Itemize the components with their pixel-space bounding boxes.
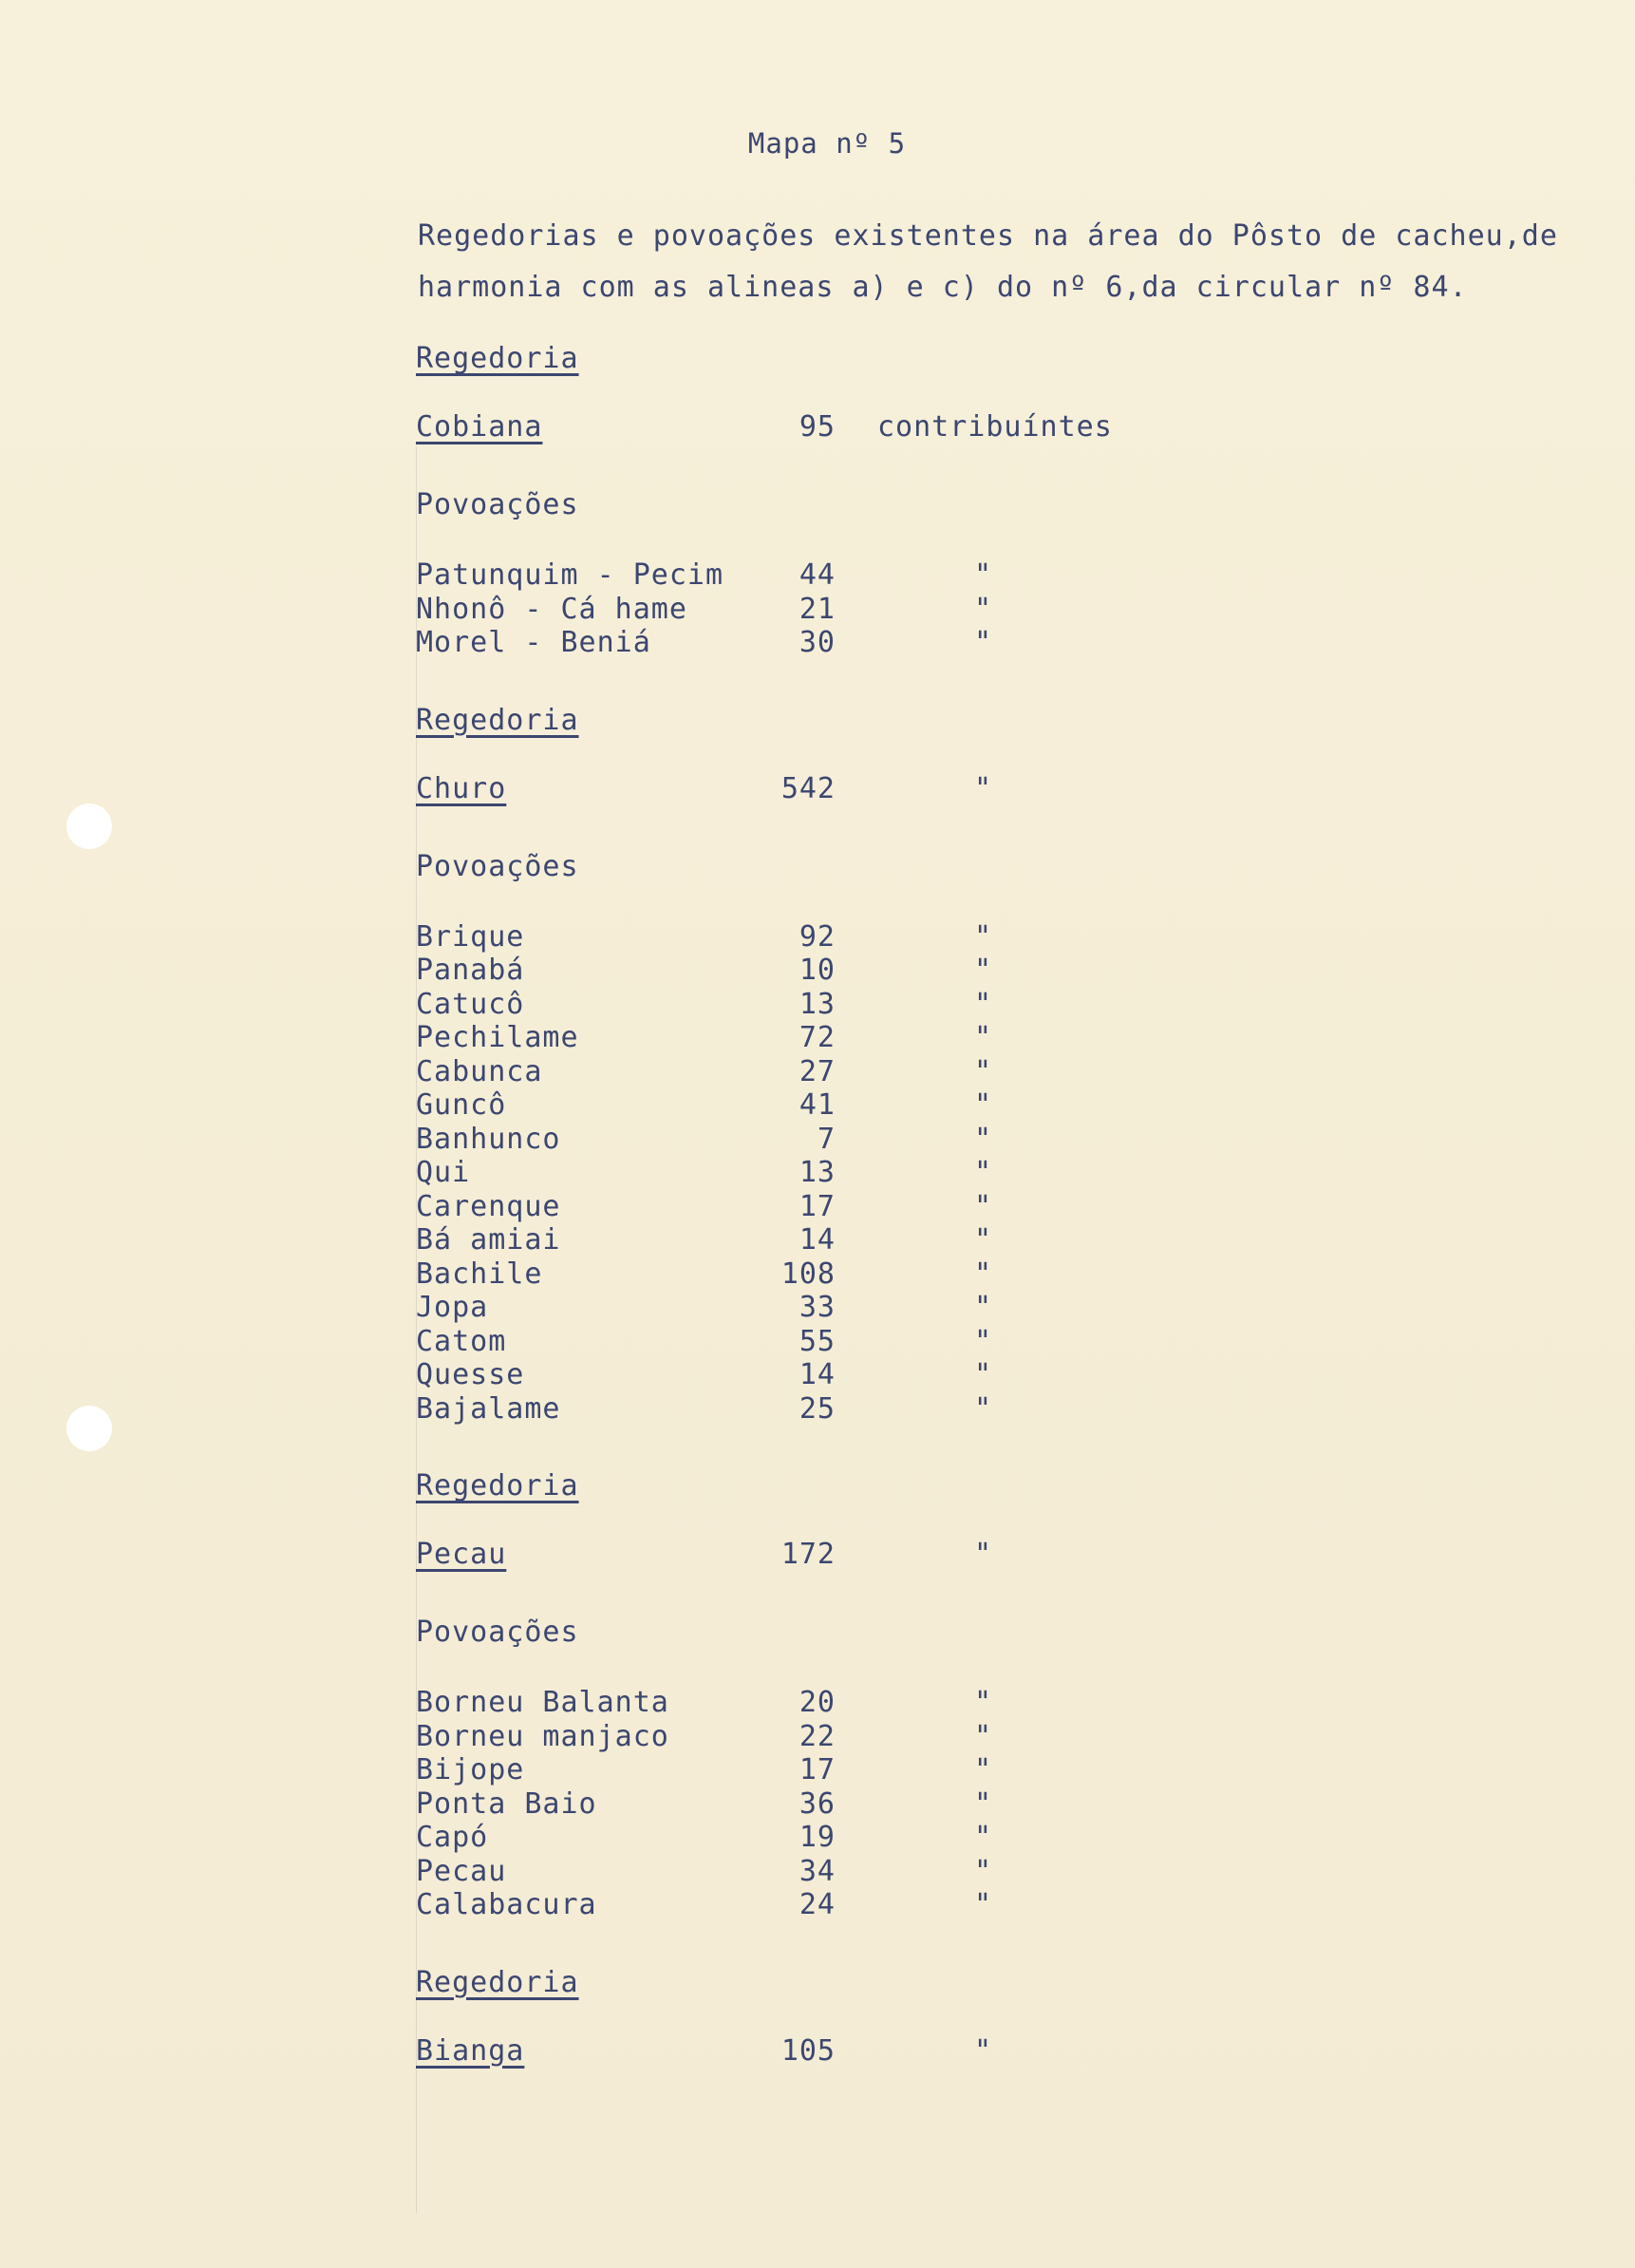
- regedoria-total: 542: [780, 771, 836, 805]
- povoacao-count: 13: [799, 1156, 836, 1189]
- regedoria-heading: Regedoria: [416, 1965, 579, 1999]
- ditto-mark: ": [974, 2033, 993, 2068]
- povoacao-row: [416, 1055, 1574, 1089]
- povoacao-name: Quesse: [416, 1358, 525, 1391]
- regedoria-name: Cobiana: [416, 410, 543, 444]
- povoacao-name: Borneu manjaco: [416, 1719, 669, 1753]
- povoacao-name: Bijope: [416, 1753, 525, 1786]
- povoacao-row: [416, 920, 1574, 954]
- povoacao-count: 33: [799, 1291, 836, 1324]
- regedoria-heading: Regedoria: [416, 1469, 579, 1503]
- document-body: [416, 342, 1574, 2120]
- povoacao-row: [416, 1257, 1574, 1292]
- povoacao-row: [416, 988, 1574, 1022]
- punch-hole: [66, 803, 112, 849]
- povoacao-name: Ponta Baio: [416, 1786, 597, 1821]
- povoacao-name: Qui: [416, 1156, 471, 1189]
- ditto-mark: ": [974, 1088, 993, 1122]
- povoacao-count: 10: [799, 954, 836, 987]
- povoacao-name: Bajalame: [416, 1391, 561, 1426]
- regedoria-section: [416, 1469, 1574, 1922]
- ditto-mark: ": [974, 954, 993, 987]
- ditto-mark: ": [974, 1156, 993, 1189]
- ditto-mark: ": [974, 558, 993, 592]
- povoacao-row: [416, 954, 1574, 988]
- povoacao-count: 24: [799, 1888, 836, 1921]
- povoacao-name: Bá amiai: [416, 1223, 561, 1257]
- regedoria-unit: contribuíntes: [877, 410, 1113, 444]
- povoacao-count: 55: [799, 1324, 836, 1358]
- povoacao-count: 20: [799, 1686, 836, 1719]
- povoacao-count: 7: [817, 1122, 836, 1156]
- povoacao-count: 30: [799, 626, 836, 659]
- intro-paragraph: Regedorias e povoações existentes na área do Pôsto de cacheu,de harmonia com as alineas a) e c) do nº 6,da circular nº 84.: [418, 219, 1558, 304]
- povoacao-count: 22: [799, 1719, 836, 1753]
- regedoria-row: [416, 410, 1574, 452]
- povoacao-count: 25: [799, 1391, 836, 1426]
- ditto-mark: ": [974, 1854, 993, 1888]
- povoacao-name: Cabunca: [416, 1054, 543, 1088]
- povoacao-count: 44: [799, 558, 836, 592]
- povoacao-count: 14: [799, 1223, 836, 1257]
- povoacao-name: Jopa: [416, 1291, 489, 1324]
- regedoria-section: [416, 1966, 1574, 2076]
- povoacao-count: 108: [780, 1257, 836, 1291]
- ditto-mark: ": [974, 1888, 993, 1921]
- ditto-mark: ": [974, 1122, 993, 1156]
- povoacao-row: [416, 1021, 1574, 1055]
- regedoria-total: 172: [780, 1538, 836, 1571]
- povoacoes-heading: Povoações: [416, 1616, 579, 1649]
- povoacao-name: Calabacura: [416, 1888, 597, 1921]
- povoacao-name: Pechilame: [416, 1021, 579, 1054]
- ditto-mark: ": [974, 771, 993, 805]
- povoacao-count: 19: [799, 1821, 836, 1854]
- povoacao-row: [416, 1358, 1574, 1392]
- povoacao-count: 41: [799, 1088, 836, 1122]
- povoacao-row: [416, 593, 1574, 627]
- regedoria-heading: Regedoria: [416, 342, 579, 375]
- regedoria-section: [416, 704, 1574, 1427]
- povoacao-row: [416, 558, 1574, 593]
- ditto-mark: ": [974, 1324, 993, 1358]
- povoacao-count: 17: [799, 1753, 836, 1786]
- ditto-mark: ": [974, 1257, 993, 1291]
- ditto-mark: ": [974, 1223, 993, 1257]
- ditto-mark: ": [974, 1189, 993, 1223]
- povoacao-name: Bachile: [416, 1257, 543, 1291]
- ditto-mark: ": [974, 1391, 993, 1426]
- ditto-mark: ": [974, 1753, 993, 1786]
- punch-hole: [66, 1406, 112, 1451]
- povoacao-name: Catom: [416, 1324, 507, 1358]
- regedoria-total: 95: [799, 410, 836, 444]
- povoacao-row: [416, 1156, 1574, 1190]
- povoacao-name: Patunquim - Pecim: [416, 558, 724, 592]
- povoacao-row: [416, 1888, 1574, 1922]
- regedoria-heading: Regedoria: [416, 703, 579, 737]
- ditto-mark: ": [974, 919, 993, 954]
- ditto-mark: ": [974, 987, 993, 1021]
- povoacao-name: Panabá: [416, 954, 525, 987]
- povoacao-count: 72: [799, 1021, 836, 1054]
- ditto-mark: ": [974, 1686, 993, 1719]
- povoacao-row: [416, 1753, 1574, 1787]
- povoacao-row: [416, 1325, 1574, 1359]
- regedoria-row: [416, 2034, 1574, 2076]
- ditto-mark: ": [974, 1054, 993, 1088]
- povoacao-count: 36: [799, 1786, 836, 1821]
- regedoria-section: [416, 342, 1574, 660]
- povoacao-count: 92: [799, 919, 836, 954]
- povoacao-row: [416, 1392, 1574, 1427]
- ditto-mark: ": [974, 1291, 993, 1324]
- povoacoes-heading: Povoações: [416, 849, 579, 883]
- povoacao-count: 34: [799, 1854, 836, 1888]
- povoacao-name: Borneu Balanta: [416, 1686, 669, 1719]
- povoacao-count: 13: [799, 987, 836, 1021]
- ditto-mark: ": [974, 1358, 993, 1391]
- povoacao-row: [416, 1190, 1574, 1224]
- povoacao-row: [416, 1855, 1574, 1889]
- povoacao-count: 27: [799, 1054, 836, 1088]
- povoacao-row: [416, 1787, 1574, 1822]
- povoacao-count: 14: [799, 1358, 836, 1391]
- povoacao-name: Guncô: [416, 1088, 507, 1122]
- regedoria-name: Churo: [416, 771, 507, 805]
- povoacao-row: [416, 626, 1574, 660]
- regedoria-total: 105: [780, 2033, 836, 2068]
- ditto-mark: ": [974, 592, 993, 626]
- ditto-mark: ": [974, 1719, 993, 1753]
- povoacao-row: [416, 1088, 1574, 1123]
- ditto-mark: ": [974, 1021, 993, 1054]
- ditto-mark: ": [974, 1786, 993, 1821]
- povoacoes-heading: Povoações: [416, 488, 579, 521]
- regedoria-name: Bianga: [416, 2033, 525, 2068]
- povoacao-row: [416, 1123, 1574, 1157]
- povoacao-name: Nhonô - Cá hame: [416, 592, 687, 626]
- page-title: Mapa nº 5: [747, 127, 907, 160]
- povoacao-row: [416, 1821, 1574, 1855]
- regedoria-row: [416, 772, 1574, 814]
- povoacao-row: [416, 1223, 1574, 1257]
- povoacao-count: 21: [799, 592, 836, 626]
- povoacao-row: [416, 1291, 1574, 1325]
- povoacao-name: Capó: [416, 1821, 489, 1854]
- povoacao-name: Brique: [416, 919, 525, 954]
- povoacao-count: 17: [799, 1189, 836, 1223]
- povoacao-row: [416, 1686, 1574, 1720]
- povoacao-row: [416, 1720, 1574, 1754]
- povoacao-name: Carenque: [416, 1189, 561, 1223]
- povoacao-name: Morel - Beniá: [416, 626, 651, 659]
- ditto-mark: ": [974, 1538, 993, 1571]
- povoacao-name: Catucô: [416, 987, 525, 1021]
- regedoria-row: [416, 1538, 1574, 1579]
- povoacao-name: Banhunco: [416, 1122, 561, 1156]
- regedoria-name: Pecau: [416, 1538, 507, 1571]
- ditto-mark: ": [974, 626, 993, 659]
- ditto-mark: ": [974, 1821, 993, 1854]
- povoacao-name: Pecau: [416, 1854, 507, 1888]
